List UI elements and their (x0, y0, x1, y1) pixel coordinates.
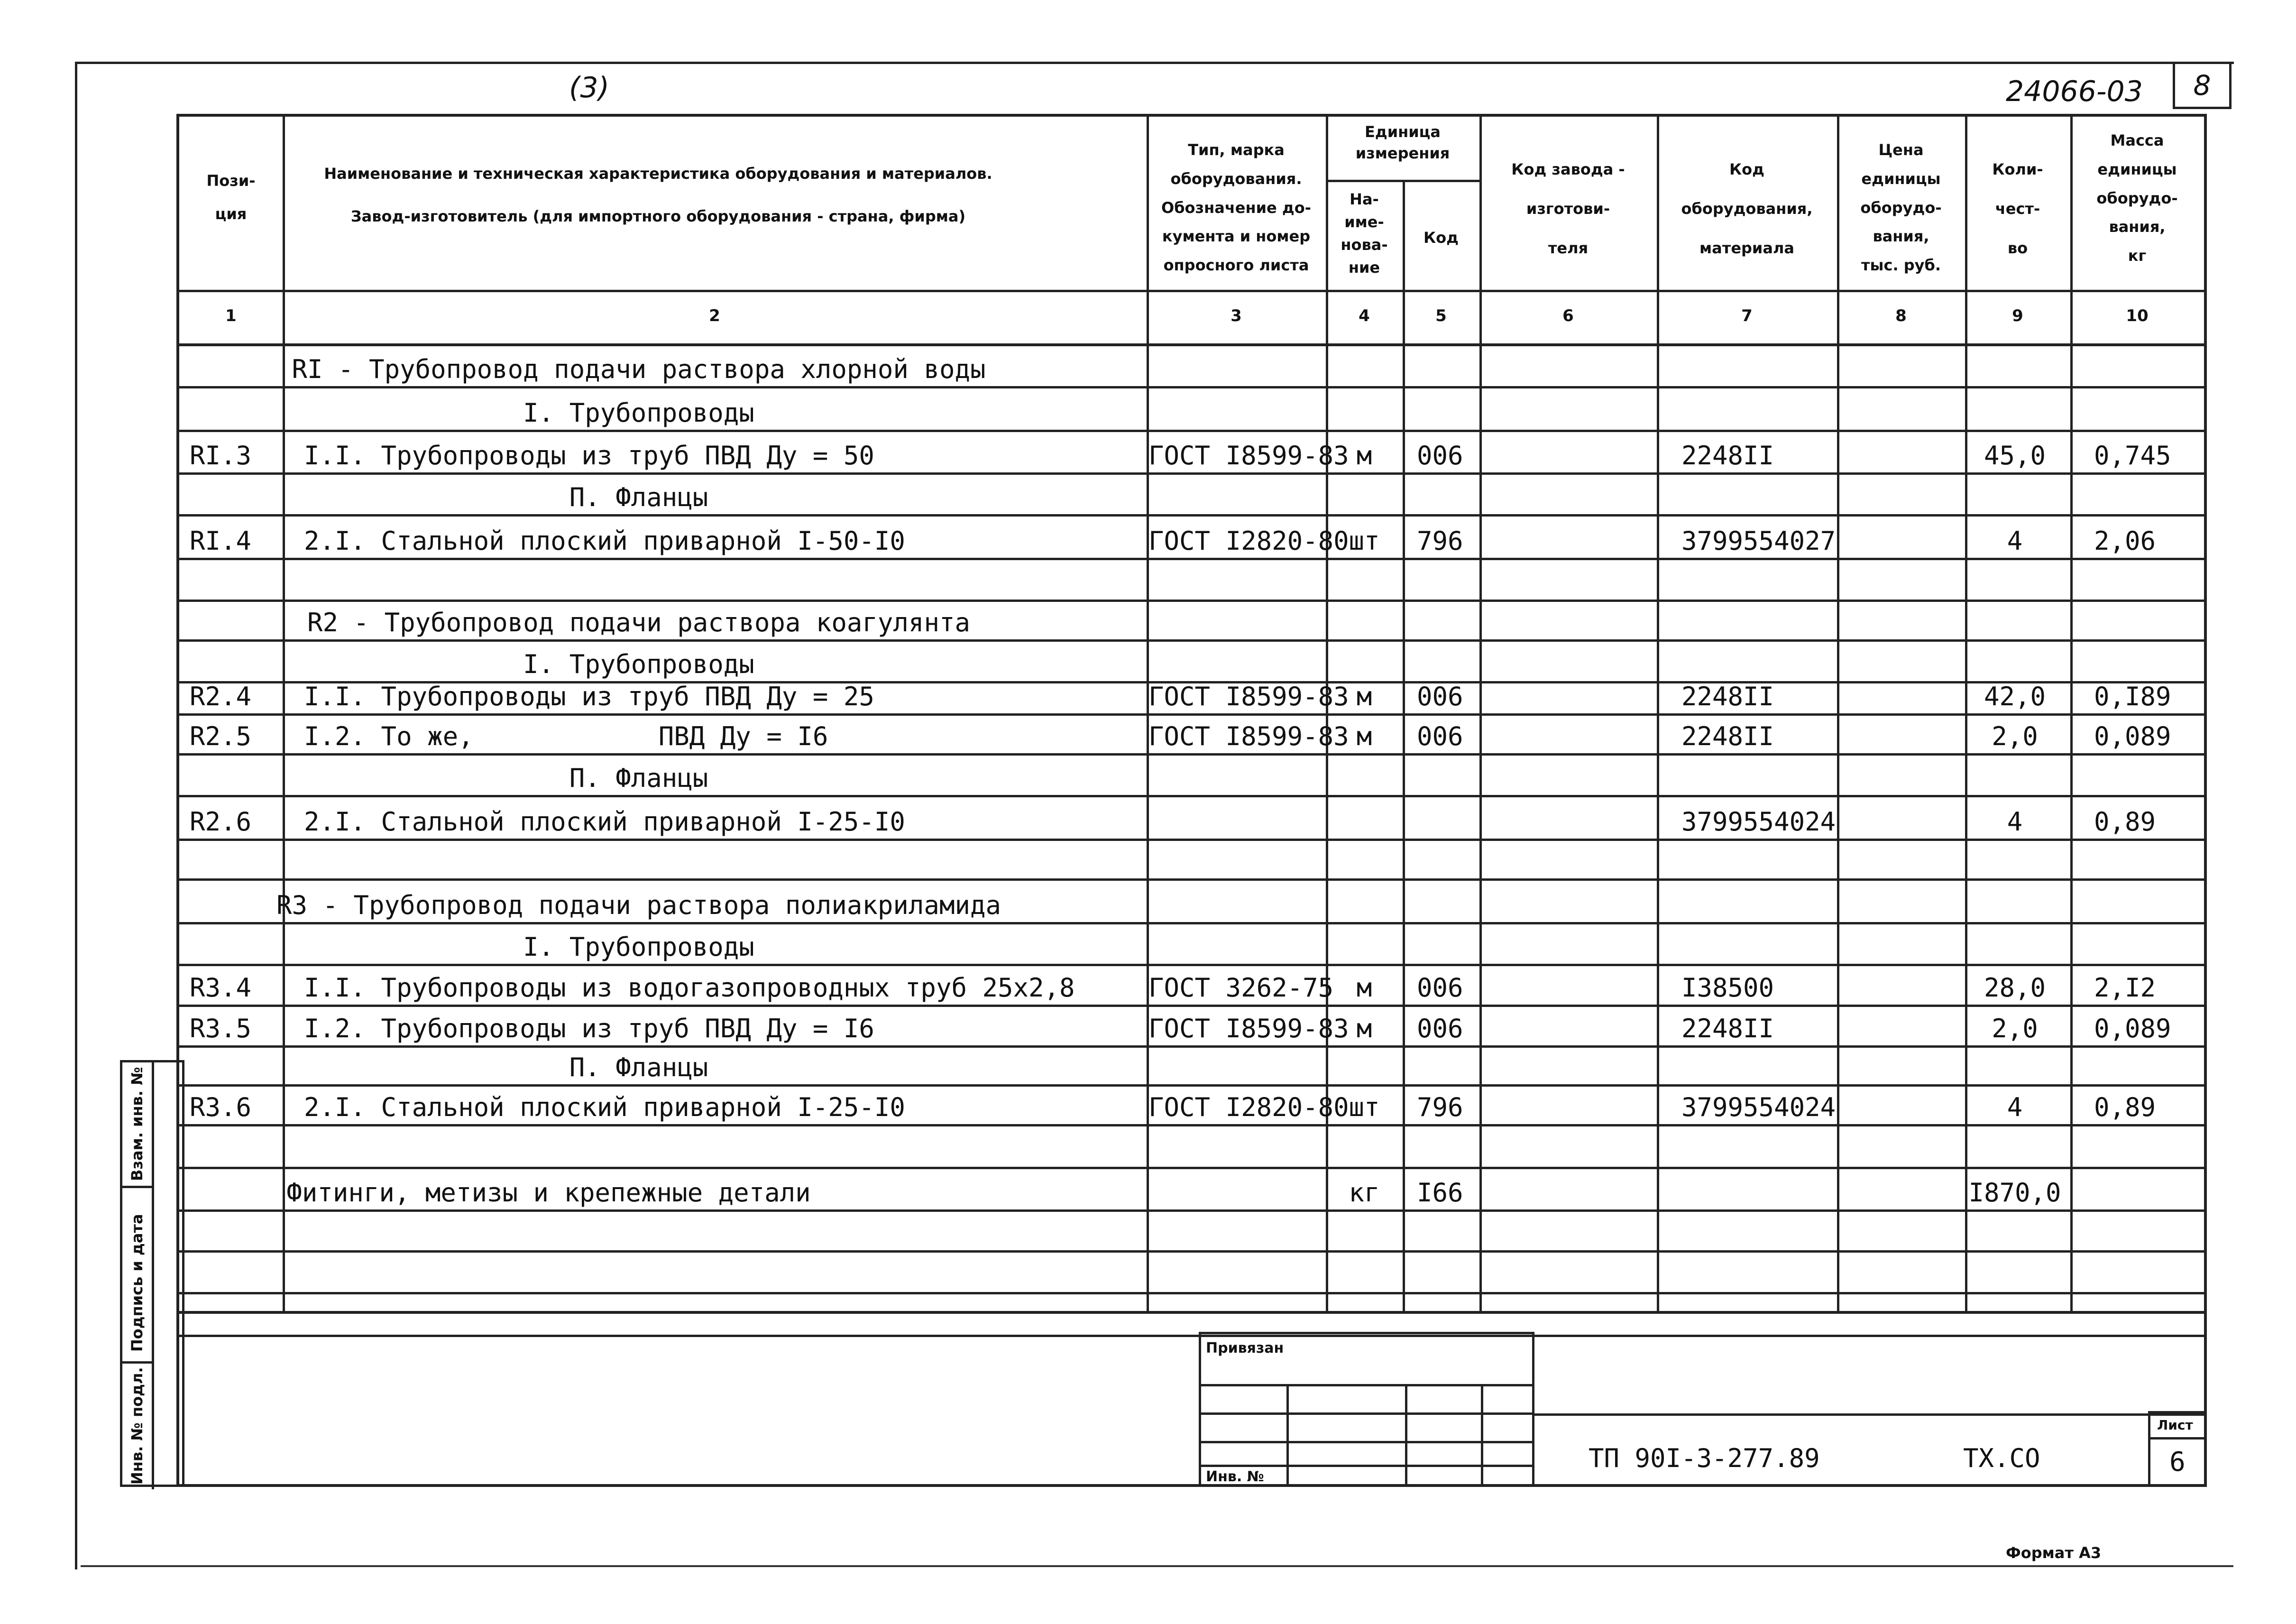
header-unit-code: Код (1424, 229, 1459, 247)
cell-code: 006 (1417, 441, 1463, 471)
inv-label: Инв. № (1206, 1468, 1264, 1485)
header-type: Тип, марка оборудования. Обозначение до- кумента и номер опросного листа (1161, 141, 1311, 275)
cell-unit: кг (1349, 1178, 1380, 1208)
header-name-line2: Завод-изготовитель (для импортного оборудования - страна, фирма) (350, 207, 966, 225)
colnum-4: 4 (1359, 306, 1370, 325)
bound-label: Привязан (1206, 1340, 1284, 1356)
cell-code: I66 (1417, 1178, 1463, 1208)
cell-name: П. Фланцы (569, 763, 708, 793)
cell-name: RI - Трубопровод подачи раствора хлорной воды (292, 354, 986, 384)
header-position: Пози- ция (206, 172, 256, 223)
table-row-line (179, 1084, 2204, 1087)
table-row-line (179, 753, 2204, 756)
table-row-line (179, 1292, 2204, 1294)
cell-mass: 0,89 (2094, 1092, 2156, 1122)
cell-pos: R3.4 (190, 973, 252, 1003)
cell-mass: 0,I89 (2094, 682, 2171, 711)
title-line (1534, 1413, 2207, 1416)
colnum-6: 6 (1562, 306, 1574, 325)
cell-doc: ГОСТ I8599-83 (1148, 1014, 1349, 1043)
cell-name: I.2. Трубопроводы из труб ПВД Ду = I6 (304, 1014, 874, 1043)
cell-matcode: I38500 (1681, 973, 1774, 1003)
table-row-line (179, 795, 2204, 797)
cell-code: 796 (1417, 526, 1463, 556)
cell-qty: I870,0 (1968, 1178, 2061, 1208)
table-row-line (179, 430, 2204, 432)
specification-table (176, 114, 2207, 1314)
cell-name: П. Фланцы (569, 1052, 708, 1082)
title-block-area (176, 1311, 2207, 1487)
colnum-9: 9 (2012, 306, 2023, 325)
cell-name: R3 - Трубопровод подачи раствора полиакриламида (276, 890, 1001, 920)
cell-qty: 28,0 (1984, 973, 2046, 1003)
cell-qty: 4 (2007, 807, 2023, 837)
table-row-line (179, 1124, 2204, 1126)
colnum-line (179, 343, 2204, 346)
cell-unit: м (1356, 441, 1372, 471)
format-label: Формат А3 (2006, 1544, 2102, 1562)
cell-code: 006 (1417, 973, 1463, 1003)
sheet-number: 6 (2169, 1447, 2186, 1477)
sheet-box (2148, 1411, 2207, 1487)
cell-code: 006 (1417, 721, 1463, 751)
table-row-line (179, 922, 2204, 924)
cell-mass: 0,089 (2094, 721, 2171, 751)
cell-name: Фитинги, метизы и крепежные детали (286, 1178, 811, 1208)
header-mass: Масса единицы оборудо- вания, кг (2096, 131, 2178, 265)
bound-stamp (1199, 1332, 1534, 1487)
cell-pos: R2.4 (190, 682, 252, 711)
cell-unit: м (1356, 973, 1372, 1003)
cell-mass: 2,06 (2094, 526, 2156, 556)
cell-mass: 0,089 (2094, 1014, 2171, 1043)
cell-mass: 0,745 (2094, 441, 2171, 471)
table-row-line (179, 386, 2204, 388)
table-row-line (179, 1209, 2204, 1212)
sidebar-vzam: Взам. инв. № (128, 1067, 146, 1181)
cell-unit: м (1356, 1014, 1372, 1043)
table-row-line (179, 558, 2204, 560)
cell-qty: 4 (2007, 1092, 2023, 1122)
top-note: (3) (569, 71, 609, 104)
table-row-line (179, 1045, 2204, 1048)
cell-matcode: 3799554024 (1681, 1092, 1836, 1122)
cell-mass: 2,I2 (2094, 973, 2156, 1003)
cell-pos: R2.5 (190, 721, 252, 751)
cell-qty: 4 (2007, 526, 2023, 556)
cell-mass: 0,89 (2094, 807, 2156, 837)
cell-name: П. Фланцы (569, 482, 708, 512)
header-quantity: Коли- чест- во (1992, 160, 2043, 258)
table-row-line (179, 639, 2204, 642)
colnum-8: 8 (1895, 306, 1907, 325)
cell-matcode: 2248II (1681, 721, 1774, 751)
project-code: ТП 90I-3-277.89 (1589, 1443, 1820, 1473)
cell-matcode: 3799554027 (1681, 526, 1836, 556)
table-row-line (179, 600, 2204, 602)
cell-doc: ГОСТ I8599-83 (1148, 682, 1349, 711)
cell-name: 2.I. Стальной плоский приварной I-25-I0 (304, 1092, 905, 1122)
header-material-code: Код оборудования, материала (1681, 160, 1813, 258)
table-row-line (179, 514, 2204, 517)
page-bottom-line (81, 1565, 2233, 1567)
cell-qty: 45,0 (1984, 441, 2046, 471)
cell-name: I.I. Трубопроводы из водогазопроводных труб 25х2,8 (304, 973, 1075, 1003)
cell-name: 2.I. Стальной плоский приварной I-25-I0 (304, 807, 905, 837)
header-unit-name: На- име- нова- ние (1341, 190, 1388, 277)
header-unit-group: Единица измерения (1355, 123, 1450, 162)
table-row-line (179, 839, 2204, 841)
table-row-line (179, 1005, 2204, 1007)
cell-name: I. Трубопроводы (523, 398, 754, 428)
cell-name: 2.I. Стальной плоский приварной I-50-I0 (304, 526, 905, 556)
sidebar-podpis: Подпись и дата (128, 1214, 146, 1352)
header-price: Цена единицы оборудо- вания, тыс. руб. (1860, 141, 1942, 275)
cell-pos: R3.6 (190, 1092, 252, 1122)
cell-name: R2 - Трубопровод подачи раствора коагулянта (307, 608, 970, 637)
header-line (179, 290, 2204, 292)
unit-subheader-line (1326, 180, 1479, 182)
cell-unit: шт (1349, 526, 1380, 556)
table-row-line (179, 472, 2204, 475)
cell-matcode: 2248II (1681, 682, 1774, 711)
cell-name: I.I. Трубопроводы из труб ПВД Ду = 25 (304, 682, 874, 711)
cell-pos: R2.6 (190, 807, 252, 837)
cell-doc: ГОСТ I2820-80 (1148, 1092, 1349, 1122)
cell-matcode: 3799554024 (1681, 807, 1836, 837)
table-row-line (179, 878, 2204, 881)
cell-unit: м (1356, 682, 1372, 711)
cell-name: I. Трубопроводы (523, 932, 754, 962)
table-row-line (179, 964, 2204, 966)
header-plant-code: Код завода - изготови- теля (1511, 160, 1625, 258)
cell-name: I.I. Трубопроводы из труб ПВД Ду = 50 (304, 441, 874, 471)
cell-code: 796 (1417, 1092, 1463, 1122)
cell-code: 006 (1417, 1014, 1463, 1043)
col-line (1403, 180, 1405, 1311)
sidebar-inv-podl: Инв. № подл. (128, 1367, 146, 1485)
colnum-1: 1 (225, 306, 237, 325)
cell-matcode: 2248II (1681, 441, 1774, 471)
cell-matcode: 2248II (1681, 1014, 1774, 1043)
cell-unit: шт (1349, 1092, 1380, 1122)
header-name-line1: Наименование и техническая характеристика оборудования и материалов. (324, 165, 992, 183)
sheet-label: Лист (2157, 1417, 2193, 1433)
cell-doc: ГОСТ I8599-83 (1148, 721, 1349, 751)
cell-pos: R3.5 (190, 1014, 252, 1043)
cell-name: I. Трубопроводы (523, 649, 754, 679)
colnum-10: 10 (2126, 306, 2149, 325)
cell-qty: 42,0 (1984, 682, 2046, 711)
section-code: ТХ.СО (1963, 1443, 2040, 1473)
colnum-3: 3 (1231, 306, 1242, 325)
document-number: 24066-03 (2006, 75, 2143, 108)
cell-pos: RI.3 (190, 441, 252, 471)
colnum-2: 2 (709, 306, 720, 325)
cell-unit: м (1356, 721, 1372, 751)
cell-qty: 2,0 (1992, 1014, 2038, 1043)
table-row-line (179, 713, 2204, 716)
table-row-line (179, 1167, 2204, 1169)
cell-doc: ГОСТ I2820-80 (1148, 526, 1349, 556)
colnum-7: 7 (1741, 306, 1753, 325)
cell-code: 006 (1417, 682, 1463, 711)
cell-name: I.2. То же, ПВД Ду = I6 (304, 721, 828, 751)
colnum-5: 5 (1435, 306, 1447, 325)
cell-pos: RI.4 (190, 526, 252, 556)
corner-page-number: 8 (2173, 62, 2232, 109)
cell-doc: ГОСТ 3262-75 (1148, 973, 1334, 1003)
sidebar-stamp (120, 1060, 184, 1487)
cell-doc: ГОСТ I8599-83 (1148, 441, 1349, 471)
table-row-line (179, 1250, 2204, 1253)
cell-qty: 2,0 (1992, 721, 2038, 751)
